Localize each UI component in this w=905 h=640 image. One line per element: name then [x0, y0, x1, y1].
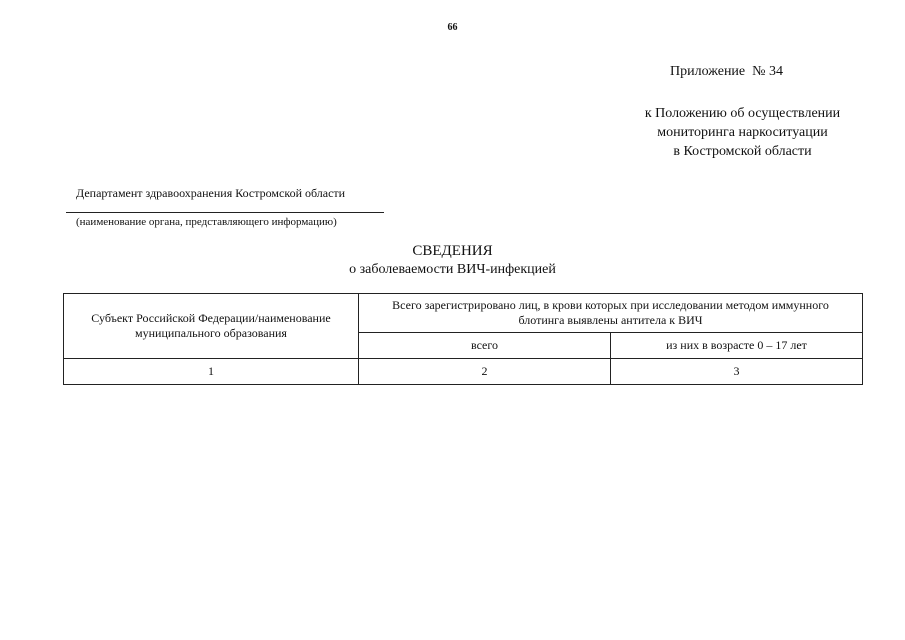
report-table: [63, 293, 863, 385]
column-number: 2: [359, 359, 611, 385]
organization-underline: [66, 212, 384, 213]
header-age-0-17: из них в возрасте 0 – 17 лет: [611, 333, 863, 359]
header-total: всего: [359, 333, 611, 359]
appendix-title: Приложение № 34: [670, 64, 783, 79]
report-title: СВЕДЕНИЯ: [412, 243, 493, 259]
column-number: 3: [611, 359, 863, 385]
column-number: 1: [64, 359, 359, 385]
report-subtitle: о заболеваемости ВИЧ-инфекцией: [349, 262, 556, 277]
reference-line: мониторинга наркоситуации: [657, 125, 828, 140]
page-number: 66: [447, 22, 458, 33]
organization-caption: (наименование органа, представляющего информацию): [76, 216, 337, 228]
header-subject: Субъект Российской Федерации/наименование муниципального образования: [64, 294, 359, 359]
appendix-reference: [620, 104, 865, 161]
organization-name: Департамент здравоохранения Костромской области: [76, 186, 346, 200]
reference-line: в Костромской области: [673, 144, 812, 159]
reference-line: к Положению об осуществлении: [644, 106, 841, 121]
header-registered-group: Всего зарегистрировано лиц, в крови которых при исследовании методом иммунного блотинга выявлены антитела к ВИЧ: [359, 294, 863, 333]
